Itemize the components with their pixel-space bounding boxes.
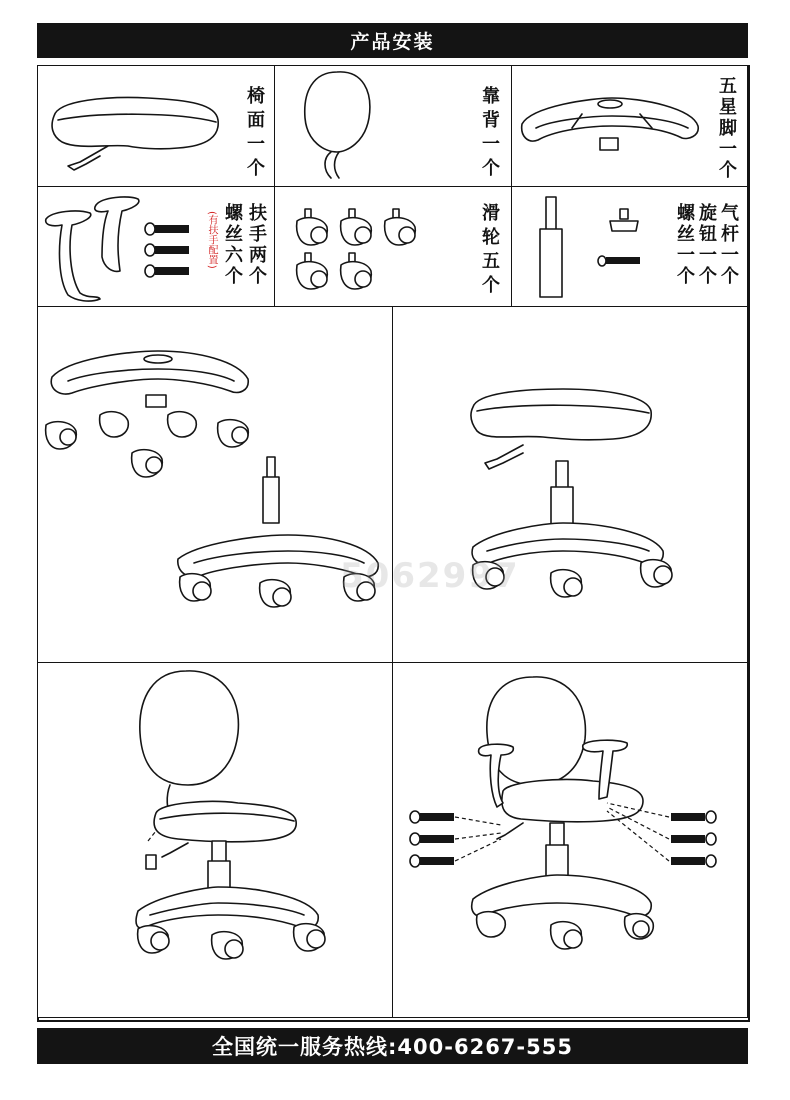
label-text: 滑轮五个 (479, 203, 500, 299)
part-label-screws-six (222, 203, 243, 287)
part-cell-armrest (37, 186, 275, 307)
step-2-illustration (393, 307, 749, 664)
note-text: (有扶手配置) (206, 211, 217, 269)
casters-illustration (275, 187, 513, 308)
part-label-casters (479, 203, 500, 299)
service-hotline: 全国统一服务热线:400-6267-555 (37, 1028, 748, 1064)
screw-group (145, 223, 189, 277)
part-label-seat (244, 86, 265, 182)
part-label-armrest (246, 203, 267, 287)
part-label-base (716, 76, 737, 181)
step-2-panel (392, 306, 748, 663)
label-text: 靠背一个 (479, 86, 500, 182)
label-text: 气杆一个 (718, 203, 739, 287)
backrest-illustration (275, 66, 513, 188)
seat-illustration (38, 66, 276, 188)
watermark: 5062997 (340, 556, 520, 596)
armrest-config-note (206, 211, 217, 269)
left-screws (410, 811, 501, 867)
part-label-screw (674, 203, 695, 287)
step-1-panel (37, 306, 393, 663)
label-text: 螺丝六个 (222, 203, 243, 287)
part-cell-backrest (274, 65, 512, 187)
label-text: 五星脚一个 (716, 76, 737, 181)
label-text: 螺丝一个 (674, 203, 695, 287)
part-cell-base (511, 65, 748, 187)
step-3-panel (37, 662, 393, 1018)
five-star-base-illustration (512, 66, 749, 188)
part-label-backrest (479, 86, 500, 182)
part-cell-seat (37, 65, 275, 187)
part-cell-hardware (511, 186, 748, 307)
label-text: 椅面一个 (244, 86, 265, 182)
step-1-illustration (38, 307, 394, 664)
label-text: 扶手两个 (246, 203, 267, 287)
page-title: 产品安装 (37, 23, 748, 58)
step-4-panel (392, 662, 748, 1018)
part-cell-casters (274, 186, 512, 307)
part-label-gas-lift (718, 203, 739, 287)
step-4-illustration (393, 663, 749, 1019)
label-text: 旋钮一个 (696, 203, 717, 287)
step-3-illustration (38, 663, 394, 1019)
part-label-knob (696, 203, 717, 287)
